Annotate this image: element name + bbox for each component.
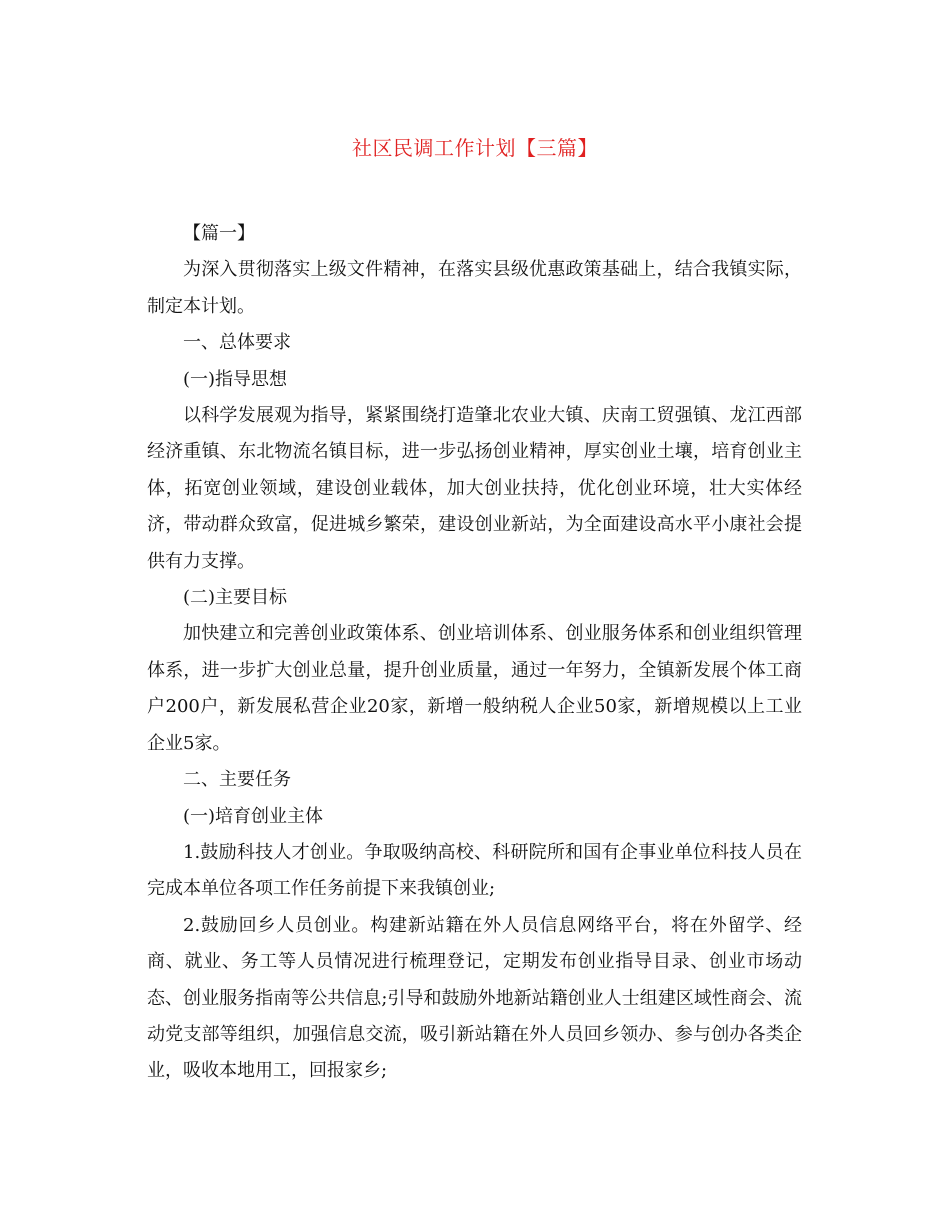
body-paragraph: 2.鼓励回乡人员创业。构建新站籍在外人员信息网络平台，将在外留学、经商、就业、务工等人员情况进行梳理登记，定期发布创业指导目录、创业市场动态、创业服务指南等公共信息;引导和鼓励外地新站籍创业人士组建区域性商会、流动党支部等组织，加强信息交流，吸引新站籍在外人员回乡领办、参与创办各类企业，吸收本地用工，回报家乡; (147, 914, 802, 1082)
subsection-heading: (一)指导思想 (183, 368, 288, 390)
document-body (147, 216, 802, 1090)
intro-paragraph: 为深入贯彻落实上级文件精神，在落实县级优惠政策基础上，结合我镇实际，制定本计划。 (147, 259, 802, 317)
subsection-heading: (二)主要目标 (183, 587, 288, 609)
section-heading: 二、主要任务 (183, 769, 291, 791)
body-paragraph: 以科学发展观为指导，紧紧围绕打造肇北农业大镇、庆南工贸强镇、龙江西部经济重镇、东北物流名镇目标，进一步弘扬创业精神，厚实创业土壤，培育创业主体，拓宽创业领域，建设创业载体，加大创业扶持，优化创业环境，壮大实体经济，带动群众致富，促进城乡繁荣，建设创业新站，为全面建设高水平小康社会提供有力支撑。 (147, 405, 802, 572)
body-paragraph: 加快建立和完善创业政策体系、创业培训体系、创业服务体系和创业组织管理体系，进一步扩大创业总量，提升创业质量，通过一年努力，全镇新发展个体工商户200户，新发展私营企业20家，新增一般纳税人企业50家，新增规模以上工业企业5家。 (147, 623, 802, 754)
section-heading: 一、总体要求 (183, 332, 291, 354)
section-heading: 【篇一】 (183, 223, 255, 244)
document-title: 社区民调工作计划【三篇】 (352, 136, 598, 160)
body-paragraph: 1.鼓励科技人才创业。争取吸纳高校、科研院所和国有企事业单位科技人员在完成本单位各项工作任务前提下来我镇创业; (147, 841, 802, 900)
subsection-heading: (一)培育创业主体 (183, 805, 324, 827)
